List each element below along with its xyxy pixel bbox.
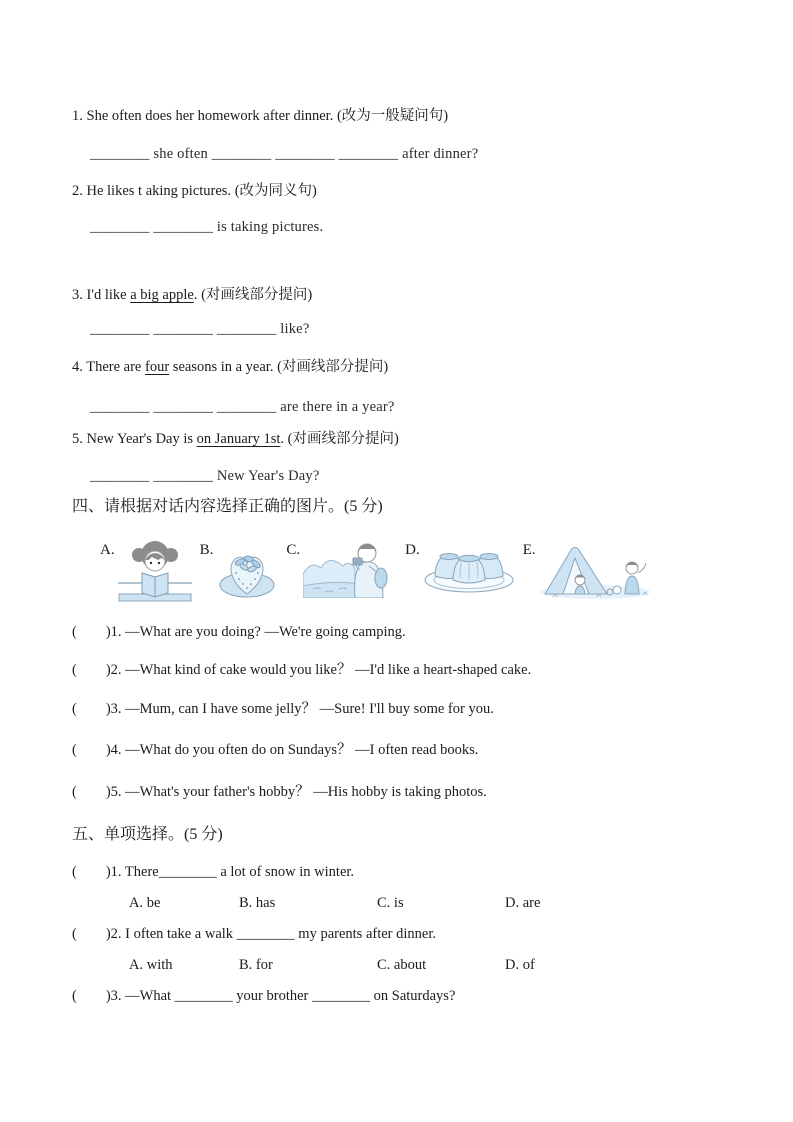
question-note: . (对画线部分提问) — [280, 431, 399, 447]
option-d: D. of — [505, 957, 535, 973]
question-text: 4. There are — [72, 359, 145, 375]
section-five-title: 五、单项选择。(5 分) — [72, 826, 223, 843]
option-c: C. about — [377, 957, 427, 973]
rewrite-question-4 — [72, 359, 388, 376]
picture-match-item-4: ( )4. —What do you often do on Sundays？ —I often read books. — [72, 742, 479, 758]
picture-match-item-1: ( )1. —What are you doing? —We're going camping. — [72, 624, 406, 640]
answer-blanks-1: ________ she often ________ ________ ________ after dinner? — [90, 146, 479, 162]
question-text: 1. She often does her homework after dinner. — [72, 108, 337, 124]
mcq-options-2 — [129, 957, 535, 974]
question-text: 3. I'd like — [72, 287, 131, 303]
option-c: C. is — [377, 895, 404, 911]
rewrite-question-3 — [72, 287, 312, 304]
question-note: (改为一般疑问句) — [336, 108, 449, 124]
picture-match-item-3: ( )3. —Mum, can I have some jelly？ —Sure! I'll buy some for you. — [72, 701, 494, 717]
picture-label-a: A. — [100, 542, 115, 558]
picture-option-e — [523, 540, 651, 600]
answer-blanks-5: ________ ________ New Year's Day? — [90, 468, 320, 484]
picture-option-c — [286, 540, 397, 598]
picture-options-row — [100, 540, 692, 604]
question-text: 5. New Year's Day is — [72, 431, 197, 447]
mcq-stem-2: ( )2. I often take a walk ________ my parents after dinner. — [72, 926, 437, 942]
option-b: B. has — [239, 895, 276, 911]
answer-blanks-4: ________ ________ ________ are there in a year? — [90, 399, 395, 415]
question-note: . (对画线部分提问) — [193, 287, 313, 303]
option-d: D. are — [505, 895, 541, 911]
question-text: 2. He likes t aking pictures. — [72, 183, 235, 199]
photographer-illustration — [303, 540, 397, 598]
picture-label-b: B. — [199, 542, 214, 558]
mcq-stem-3: ( )3. —What ________ your brother ________ on Saturdays? — [72, 988, 456, 1004]
picture-option-b — [200, 540, 279, 602]
option-b: B. for — [239, 957, 273, 973]
question-note: seasons in a year. (对画线部分提问) — [169, 359, 389, 375]
picture-match-item-2: ( )2. —What kind of cake would you like？ —I'd like a heart-shaped cake. — [72, 662, 532, 678]
jelly-plate-illustration — [423, 540, 515, 594]
picture-label-e: E. — [522, 542, 536, 558]
rewrite-question-1 — [72, 108, 448, 125]
rewrite-question-5 — [72, 431, 399, 448]
underlined-phrase: four — [145, 359, 170, 375]
section-four-title: 四、请根据对话内容选择正确的图片。(5 分) — [72, 498, 383, 515]
underlined-phrase: on January 1st — [196, 431, 281, 447]
rewrite-question-2 — [72, 183, 317, 200]
camping-tent-illustration — [539, 540, 651, 600]
answer-blanks-3: ________ ________ ________ like? — [90, 321, 310, 337]
picture-option-a — [100, 540, 192, 604]
picture-option-d — [405, 540, 515, 594]
answer-blanks-2: ________ ________ is taking pictures. — [90, 219, 324, 235]
mcq-stem-1: ( )1. There________ a lot of snow in winter. — [72, 864, 355, 880]
mcq-options-1 — [129, 895, 540, 912]
question-note: (改为同义句) — [234, 183, 317, 199]
picture-match-item-5: ( )5. —What's your father's hobby？ —His hobby is taking photos. — [72, 784, 487, 800]
option-a: A. with — [129, 957, 173, 973]
picture-label-c: C. — [286, 542, 301, 558]
picture-label-d: D. — [405, 542, 420, 558]
girl-reading-illustration — [118, 540, 192, 604]
underlined-phrase: a big apple — [130, 287, 194, 303]
heart-cake-illustration — [216, 540, 278, 602]
option-a: A. be — [129, 895, 161, 911]
